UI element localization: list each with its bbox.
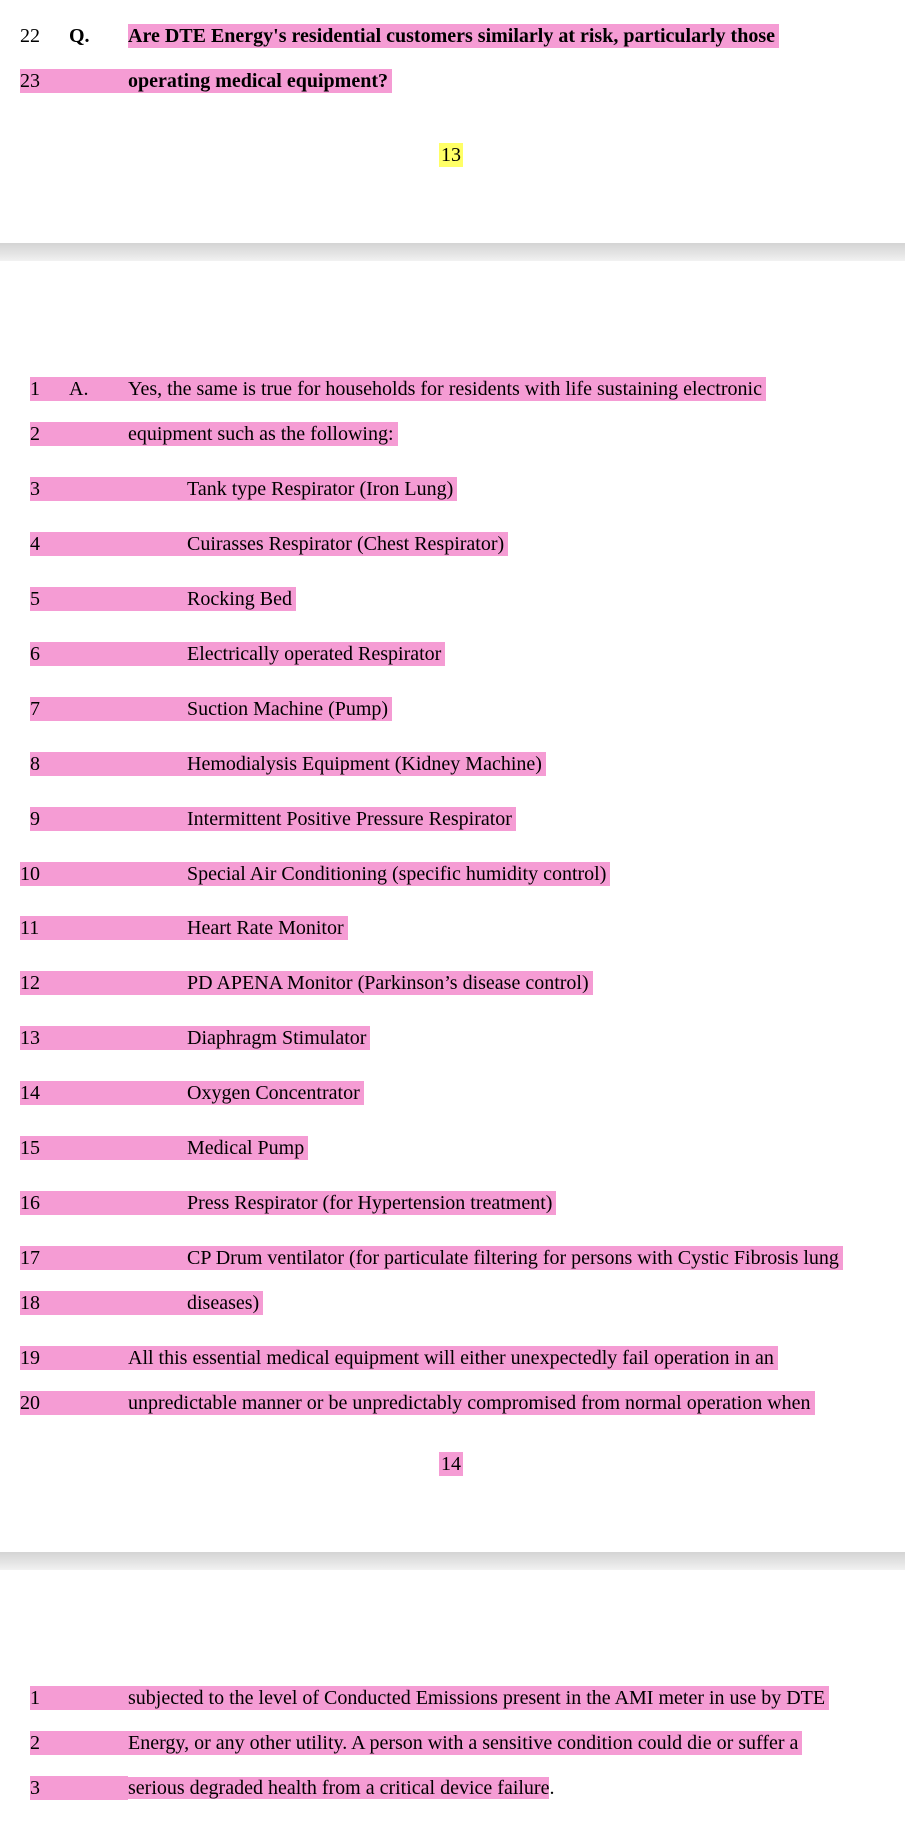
equipment-item: Oxygen Concentrator bbox=[187, 1081, 364, 1105]
list-item bbox=[0, 532, 905, 556]
line-number: 5 bbox=[30, 587, 187, 611]
line-number: 16 bbox=[20, 1191, 187, 1215]
line-number: 10 bbox=[20, 862, 187, 886]
line-number: 11 bbox=[20, 916, 187, 940]
answer-text: unpredictable manner or be unpredictably compromised from normal operation when bbox=[128, 1391, 815, 1415]
page-15 bbox=[0, 1570, 905, 1821]
line-23 bbox=[0, 69, 905, 93]
list-item bbox=[0, 752, 905, 776]
list-item bbox=[0, 587, 905, 611]
list-item bbox=[0, 971, 905, 995]
line-number: 7 bbox=[30, 697, 187, 721]
line-number: 3 bbox=[30, 1776, 128, 1800]
equipment-item: Diaphragm Stimulator bbox=[187, 1026, 370, 1050]
line-2 bbox=[0, 422, 905, 446]
line-number: 6 bbox=[30, 642, 187, 666]
list-item bbox=[0, 1191, 905, 1215]
answer-text: All this essential medical equipment will either unexpectedly fail operation in an bbox=[128, 1346, 778, 1370]
line-number: 20 bbox=[20, 1391, 128, 1415]
line-22 bbox=[0, 24, 905, 48]
question-marker: Q. bbox=[69, 25, 90, 47]
line-number: 4 bbox=[30, 532, 187, 556]
page-separator bbox=[0, 1552, 905, 1570]
line-1 bbox=[0, 377, 905, 401]
line-number: 3 bbox=[30, 477, 187, 501]
answer-marker: A. bbox=[69, 377, 128, 401]
list-item bbox=[0, 642, 905, 666]
line-number: 17 bbox=[20, 1246, 187, 1270]
line-20 bbox=[0, 1391, 905, 1415]
line-number: 18 bbox=[20, 1291, 187, 1315]
answer-text-highlighted: serious degraded health from a critical device failure bbox=[128, 1777, 550, 1799]
equipment-item: Cuirasses Respirator (Chest Respirator) bbox=[187, 532, 508, 556]
equipment-item: Special Air Conditioning (specific humidity control) bbox=[187, 862, 610, 886]
line-number: 22 bbox=[20, 25, 40, 47]
line-number: 2 bbox=[30, 1731, 128, 1755]
line-number: 8 bbox=[30, 752, 187, 776]
page-14 bbox=[0, 261, 905, 1552]
list-item bbox=[0, 477, 905, 501]
equipment-item: Heart Rate Monitor bbox=[187, 916, 348, 940]
list-item bbox=[0, 1136, 905, 1160]
list-item bbox=[0, 862, 905, 886]
page-number: 13 bbox=[441, 144, 461, 166]
answer-text: subjected to the level of Conducted Emissions present in the AMI meter in use by DTE bbox=[128, 1686, 829, 1710]
line-number: 23 bbox=[20, 69, 128, 93]
list-item bbox=[0, 697, 905, 721]
equipment-item: Electrically operated Respirator bbox=[187, 642, 445, 666]
line-number: 14 bbox=[20, 1081, 187, 1105]
question-text: operating medical equipment? bbox=[128, 69, 392, 93]
answer-text bbox=[128, 1776, 554, 1800]
equipment-item: Suction Machine (Pump) bbox=[187, 697, 392, 721]
answer-text: equipment such as the following: bbox=[128, 422, 398, 446]
line-number: 19 bbox=[20, 1346, 128, 1370]
equipment-item: Hemodialysis Equipment (Kidney Machine) bbox=[187, 752, 546, 776]
line-2 bbox=[0, 1731, 905, 1755]
line-3 bbox=[0, 1776, 905, 1800]
list-item bbox=[0, 1081, 905, 1105]
list-item bbox=[0, 1246, 905, 1270]
equipment-item: Press Respirator (for Hypertension treatment) bbox=[187, 1191, 556, 1215]
equipment-item: Medical Pump bbox=[187, 1136, 308, 1160]
list-item bbox=[0, 1291, 905, 1315]
list-item bbox=[0, 807, 905, 831]
line-number: 15 bbox=[20, 1136, 187, 1160]
answer-text-tail: . bbox=[549, 1777, 555, 1799]
answer-text: Yes, the same is true for households for residents with life sustaining electronic bbox=[128, 377, 766, 401]
equipment-item: Rocking Bed bbox=[187, 587, 296, 611]
line-number: 2 bbox=[30, 422, 128, 446]
line-number: 13 bbox=[20, 1026, 187, 1050]
line-number: 1 bbox=[30, 377, 128, 401]
line-number: 12 bbox=[20, 971, 187, 995]
answer-text: Energy, or any other utility. A person with a sensitive condition could die or suffer a bbox=[128, 1731, 802, 1755]
equipment-item: CP Drum ventilator (for particulate filtering for persons with Cystic Fibrosis lung bbox=[187, 1246, 843, 1270]
list-item bbox=[0, 916, 905, 940]
page-13 bbox=[0, 0, 905, 243]
line-1 bbox=[0, 1686, 905, 1710]
question-text: Are DTE Energy's residential customers similarly at risk, particularly those bbox=[128, 24, 779, 48]
equipment-item: Tank type Respirator (Iron Lung) bbox=[187, 477, 457, 501]
page-separator bbox=[0, 243, 905, 261]
page-number: 14 bbox=[441, 1453, 461, 1475]
equipment-item: PD APENA Monitor (Parkinson’s disease control) bbox=[187, 971, 593, 995]
equipment-item: diseases) bbox=[187, 1291, 263, 1315]
line-19 bbox=[0, 1346, 905, 1370]
list-item bbox=[0, 1026, 905, 1050]
line-number: 1 bbox=[30, 1686, 128, 1710]
equipment-item: Intermittent Positive Pressure Respirator bbox=[187, 807, 516, 831]
line-number: 9 bbox=[30, 807, 187, 831]
